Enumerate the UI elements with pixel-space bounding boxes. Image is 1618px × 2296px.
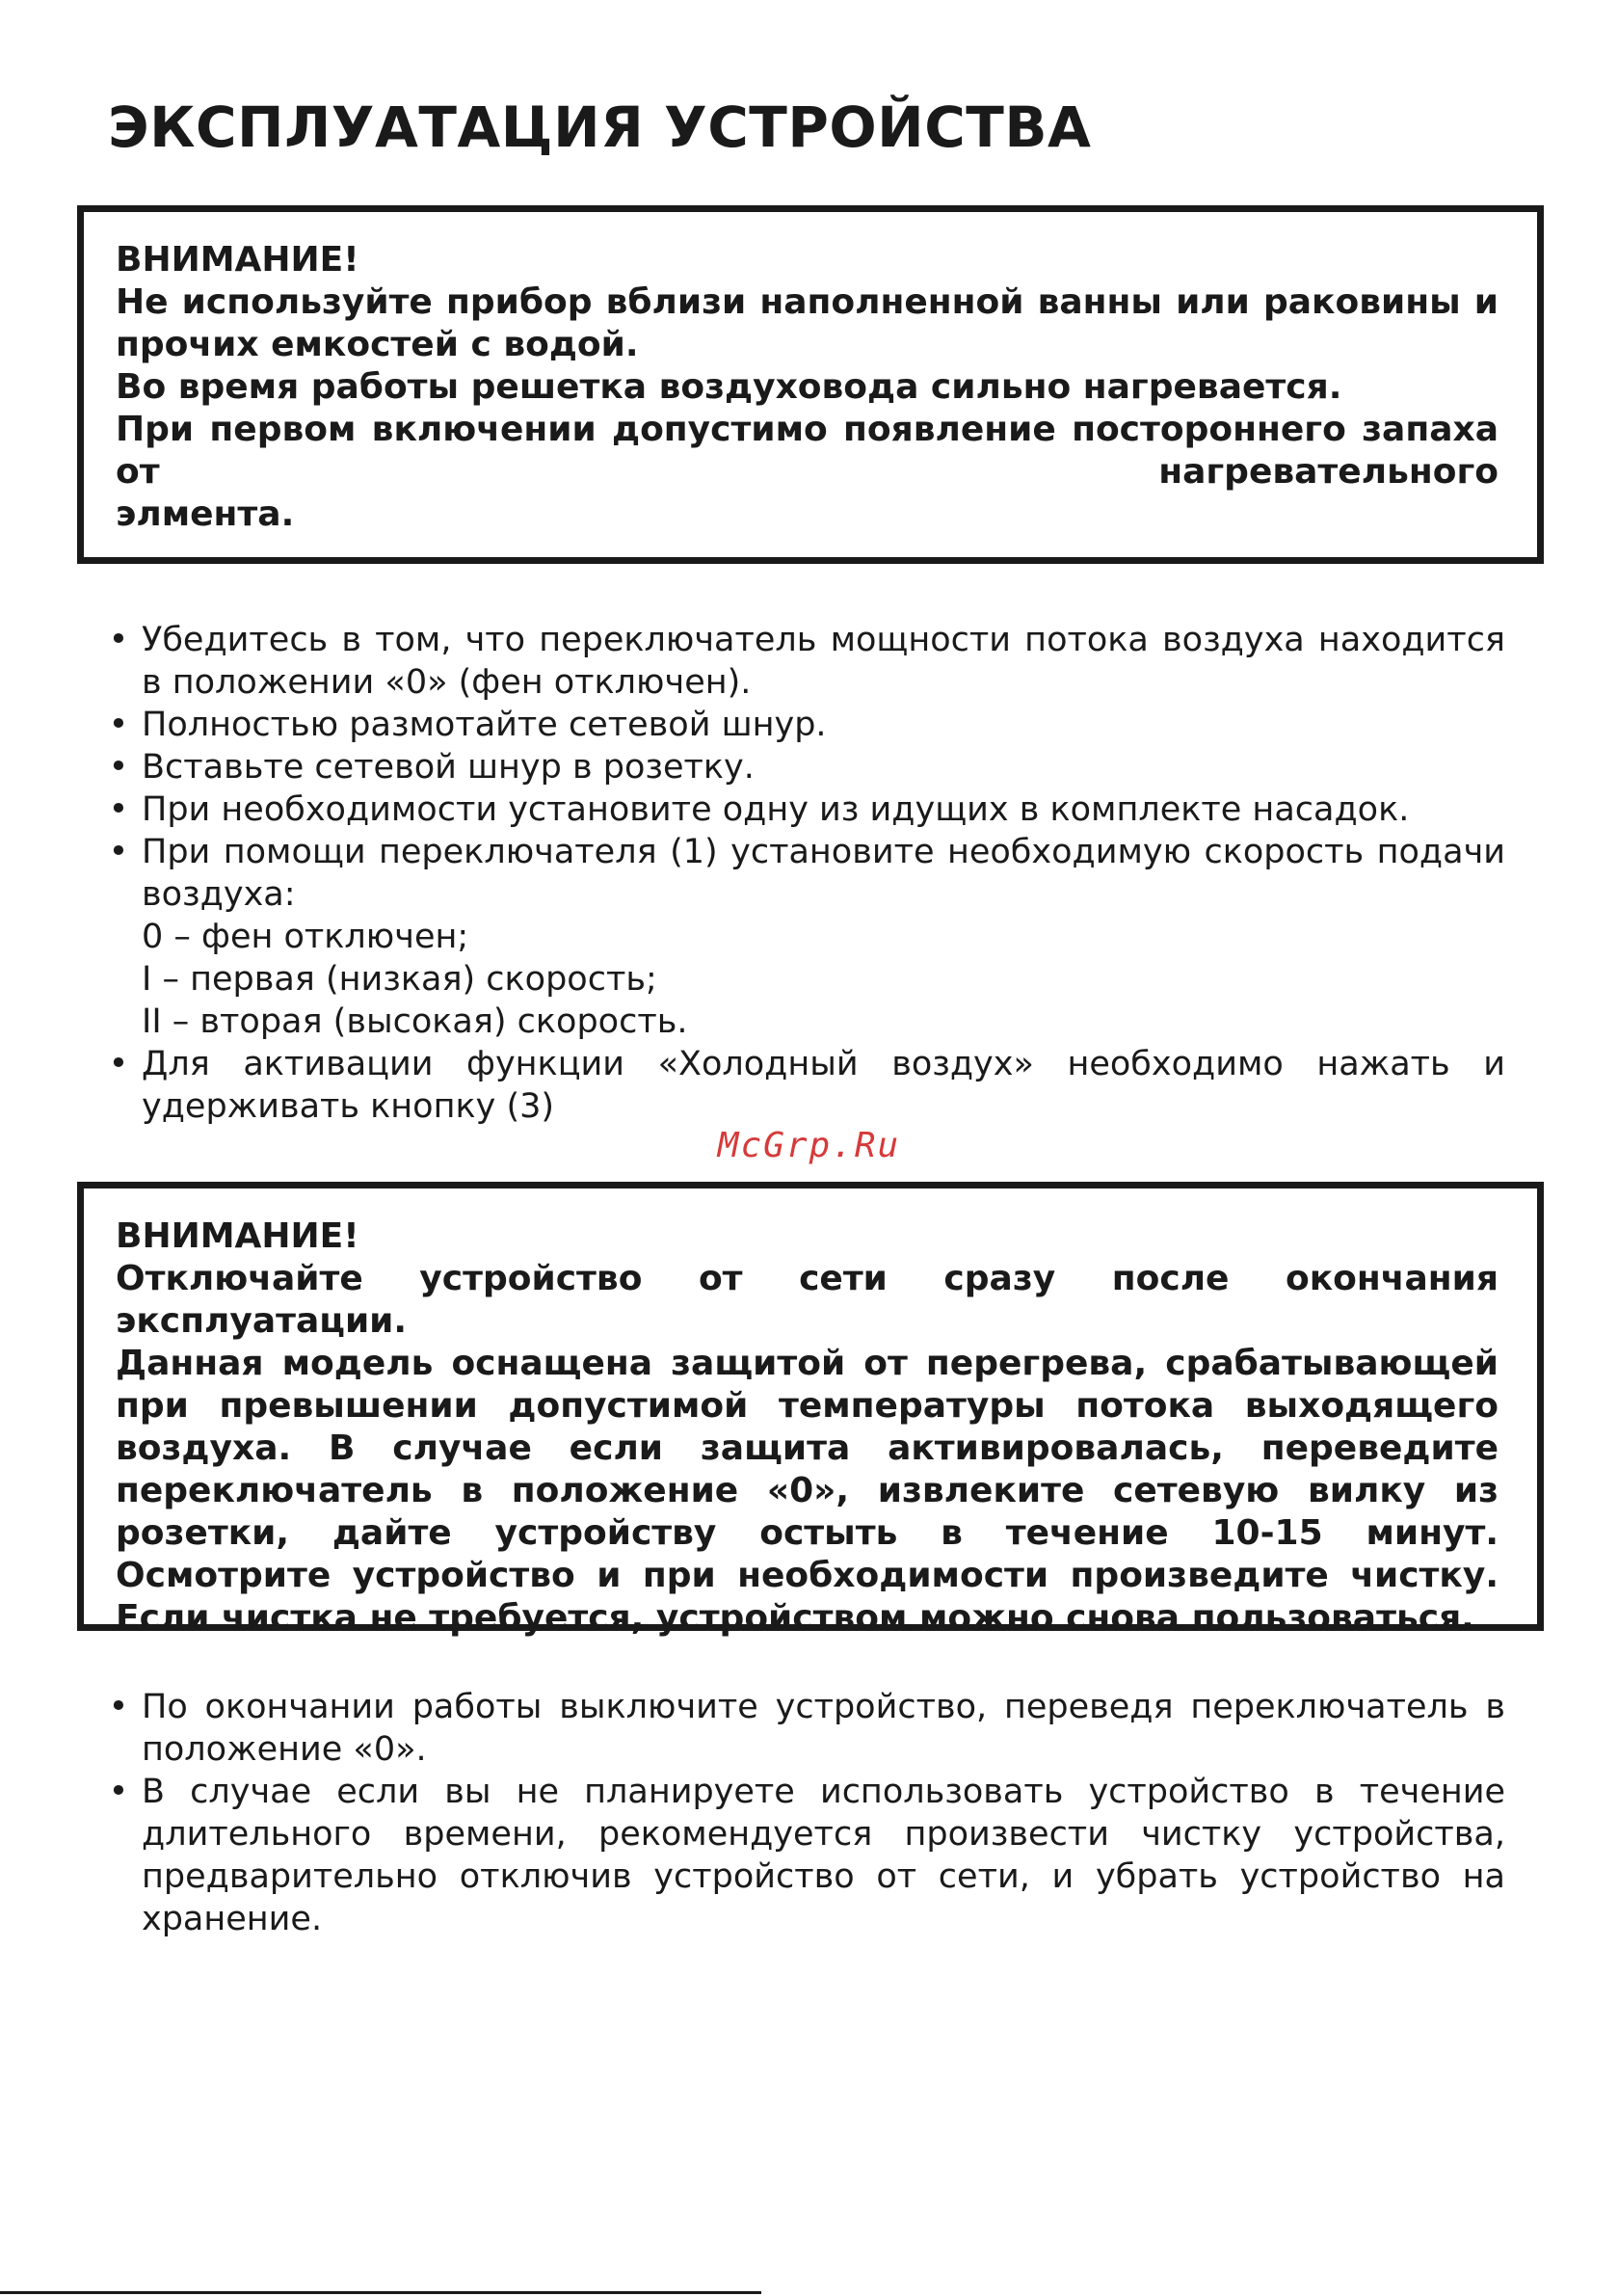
speed-option: 0 – фен отключен; xyxy=(142,918,469,956)
warning-line: При первом включении допустимо появление постороннего запаха от нагревательного xyxy=(116,410,1499,492)
warning-box-1 xyxy=(77,205,1544,564)
warning-line: Во время работы решетка воздуховода сильно нагревается. xyxy=(116,367,1342,407)
list-item xyxy=(108,704,1505,746)
list-item xyxy=(108,1043,1505,1128)
watermark: McGrp.Ru xyxy=(717,1126,901,1165)
bullet-icon: • xyxy=(108,1773,129,1811)
footer-divider xyxy=(0,2291,761,2294)
list-item xyxy=(108,746,1505,788)
bullet-icon: • xyxy=(108,748,129,787)
speed-option: I – первая (низкая) скорость; xyxy=(142,960,657,999)
bullet-icon: • xyxy=(108,1688,129,1726)
warning-line: Отключайте устройство от сети сразу после окончания эксплуатации. xyxy=(116,1259,1499,1341)
warning-line: элмента. xyxy=(116,494,295,534)
list-item xyxy=(108,788,1505,831)
list-item xyxy=(108,1771,1505,1940)
bullet-icon: • xyxy=(108,706,129,744)
warning-box-2 xyxy=(77,1182,1544,1638)
list-item-text: При необходимости установите одну из идущих в комплекте насадок. xyxy=(142,790,1410,829)
warning-heading: ВНИМАНИЕ! xyxy=(116,240,359,280)
warning-line: Данная модель оснащена защитой от перегрева, срабатывающей при превышении допустимой температуры потока выходящего воздуха. В случае если защита активировалась, переведите переключатель в положение «0», извлеките сетевую вилку из розетки, дайте устройству остыть в течение 10-15 минут. Осмотрите устройство и при необходимости произведите чистку. Если чистка не требуется, устройством можно снова пользоваться. xyxy=(116,1344,1499,1638)
page-title: ЭКСПЛУАТАЦИЯ УСТРОЙСТВА xyxy=(108,94,1092,160)
list-item-text: При помощи переключателя (1) установите необходимую скорость подачи воздуха: xyxy=(142,833,1505,914)
warning-line: Не используйте прибор вблизи наполненной ванны или раковины и прочих емкостей с водой. xyxy=(116,282,1499,364)
list-item xyxy=(108,831,1505,1043)
list-item-text: Для активации функции «Холодный воздух» необходимо нажать и удерживать кнопку (3) xyxy=(142,1045,1505,1126)
bullet-icon: • xyxy=(108,790,129,829)
instructions-list xyxy=(108,619,1505,1128)
list-item xyxy=(108,619,1505,704)
bullet-icon: • xyxy=(108,621,129,659)
bullet-icon: • xyxy=(108,833,129,871)
list-item-text: Убедитесь в том, что переключатель мощности потока воздуха находится в положении «0» (фен отключен). xyxy=(142,621,1505,702)
warning-heading: ВНИМАНИЕ! xyxy=(116,1216,359,1256)
list-item-text: Полностью размотайте сетевой шнур. xyxy=(142,706,827,744)
list-item-text: По окончании работы выключите устройство, переведя переключатель в положение «0». xyxy=(142,1688,1505,1769)
speed-option: II – вторая (высокая) скорость. xyxy=(142,1002,688,1041)
list-item-text: Вставьте сетевой шнур в розетку. xyxy=(142,748,755,787)
shutdown-list xyxy=(108,1686,1505,1940)
list-item-text: В случае если вы не планируете использовать устройство в течение длительного времени, рекомендуется произвести чистку устройства, предварительно отключив устройство от сети, и убрать устройство на хранение. xyxy=(142,1773,1505,1938)
bullet-icon: • xyxy=(108,1045,129,1083)
list-item xyxy=(108,1686,1505,1771)
